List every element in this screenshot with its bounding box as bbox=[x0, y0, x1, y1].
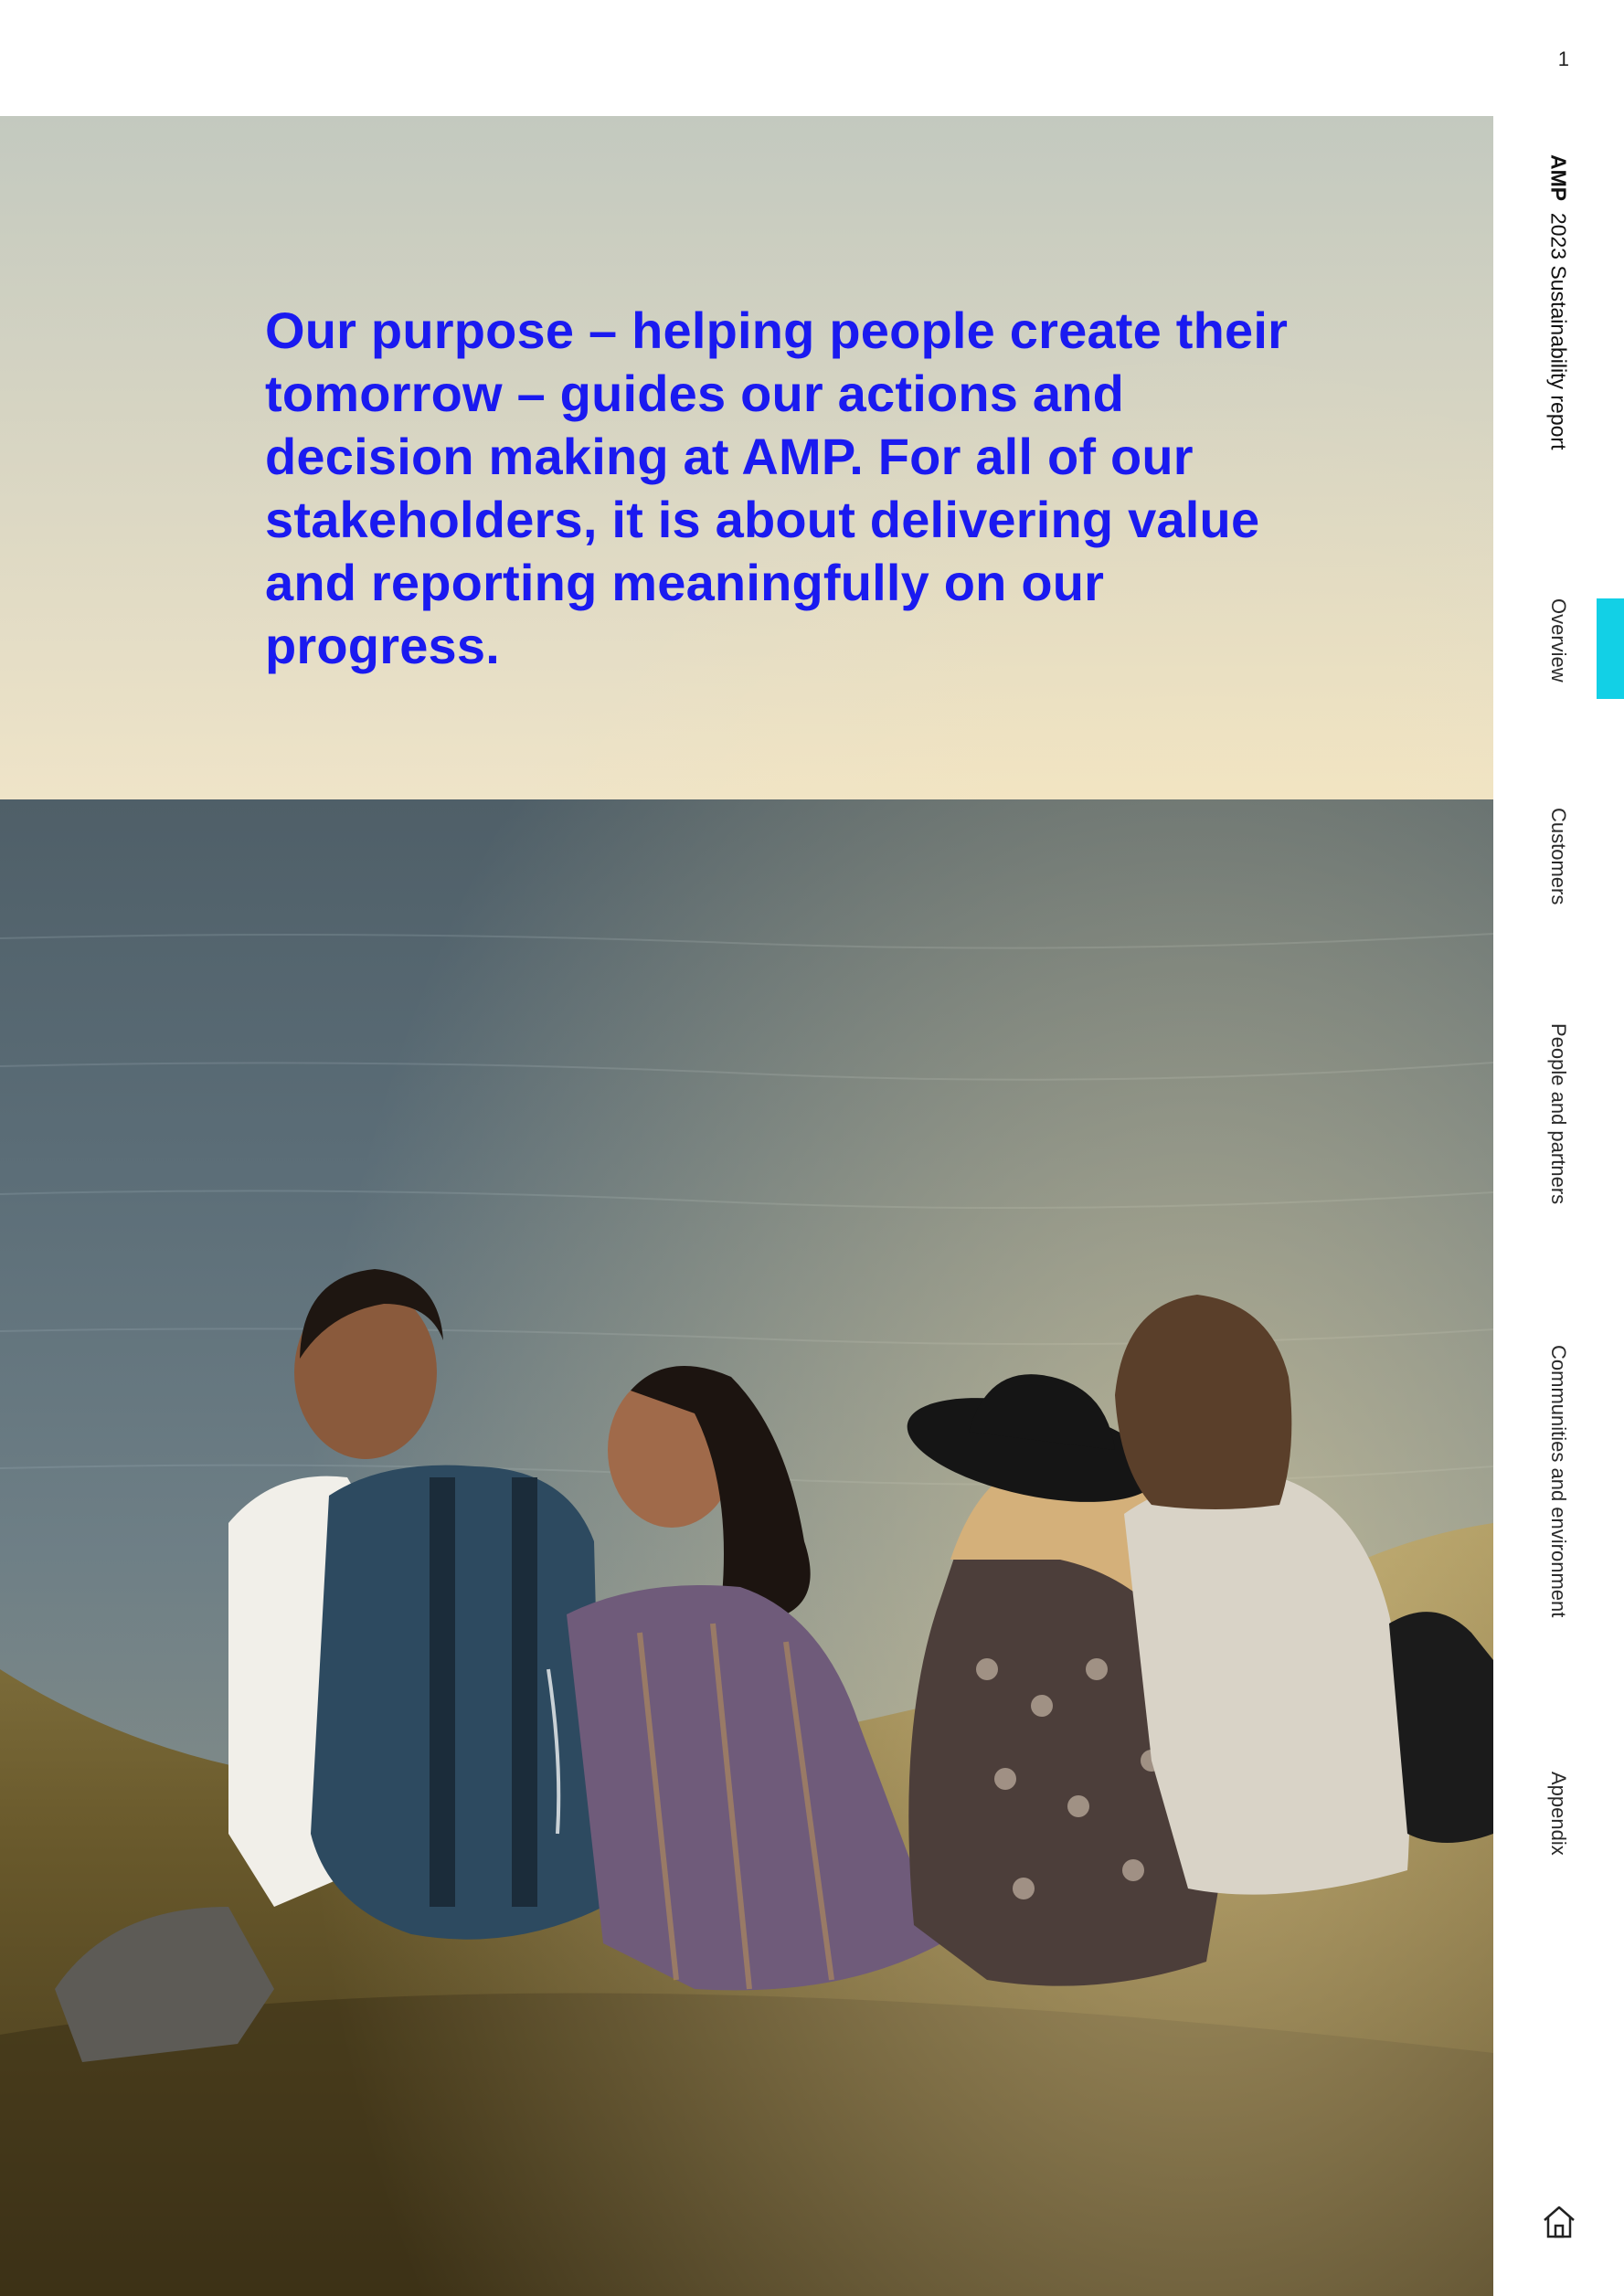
purpose-quote: Our purpose – helping people create their tomorrow – guides our actions and decision making at AMP. For all of our stakeholders, it is about delivering value and reporting meaningfully on our progress. bbox=[265, 302, 1289, 674]
nav-overview[interactable]: Overview bbox=[1547, 598, 1570, 682]
report-title-text: 2023 Sustainability report bbox=[1546, 212, 1571, 450]
nav-communities-and-environment[interactable]: Communities and environment bbox=[1547, 1345, 1570, 1618]
active-section-indicator bbox=[1597, 598, 1624, 699]
nav-appendix[interactable]: Appendix bbox=[1547, 1772, 1570, 1856]
report-brand: AMP bbox=[1546, 154, 1571, 202]
nav-people-and-partners[interactable]: People and partners bbox=[1547, 1023, 1570, 1205]
nav-customers[interactable]: Customers bbox=[1547, 808, 1570, 905]
hero-photo bbox=[0, 116, 1493, 2296]
home-button[interactable] bbox=[1541, 2204, 1577, 2240]
home-icon bbox=[1541, 2204, 1577, 2240]
page-number: 1 bbox=[1557, 48, 1569, 70]
report-title[interactable] bbox=[1546, 154, 1571, 450]
section-sidebar bbox=[1493, 116, 1624, 2296]
